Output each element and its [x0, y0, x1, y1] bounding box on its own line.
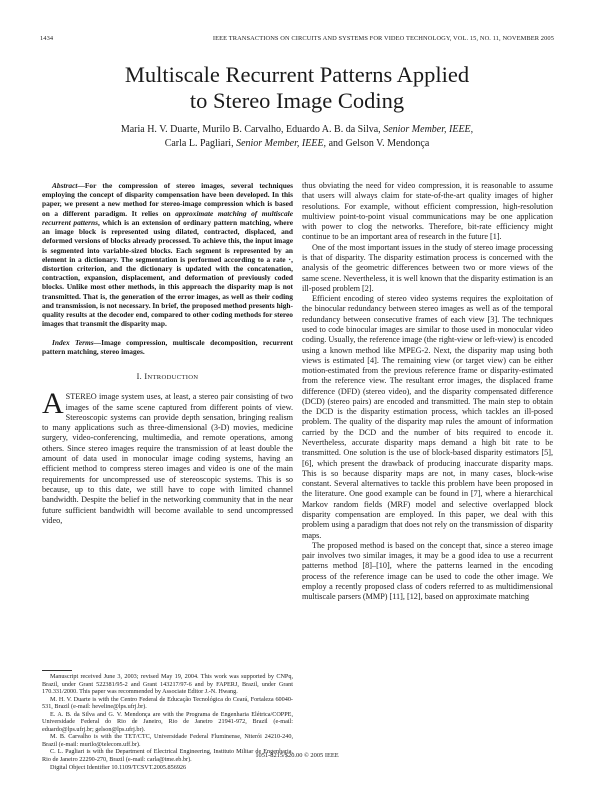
copyright-footer: 1051-8215/$20.00 © 2005 IEEE [255, 752, 339, 759]
author-line-2 [40, 137, 554, 151]
index-terms [42, 338, 293, 356]
paper-title [40, 62, 554, 114]
author-names-2a: Carla L. Pagliari, [164, 137, 234, 149]
footnote-rule [42, 670, 72, 671]
footnote-author-silva-mendonca: E. A. B. da Silva and G. V. Mendonça are with the Programa de Engenharia Elétrica/COPPE, Universidade Federal do Rio de Janeiro, Rio de Janeiro 21941-972, Brazil (e-mail: eduardo@lps.ufrj.br; gelson@lps.ufrj.br). [42, 710, 293, 733]
body-paragraph: One of the most important issues in the study of stereo image processing is that of disparity. The disparity estimation process is concerned with the analysis of the geometric differences between two or more views of the same scene. Nevertheless, it is well known that the disparity estimation is an ill-posed problem [2]. [302, 242, 553, 293]
footnote-doi: Digital Object Identifier 10.1109/TCSVT.2005.856926 [50, 763, 187, 771]
author-membership-1: Senior Member, IEEE, [383, 124, 474, 135]
journal-header: IEEE TRANSACTIONS ON CIRCUITS AND SYSTEMS FOR VIDEO TECHNOLOGY, VOL. 15, NO. 11, NOVEMBER 2005 [212, 35, 554, 42]
left-column [42, 181, 293, 526]
footnote-manuscript: Manuscript received June 3, 2003; revised May 19, 2004. This work was supported by CNPq, Brazil, under Grant 522381/95-2 and Grant 143217/97-6 and by FAPERJ, Brazil, under Grant 170.331/2000. This paper was recommended by Associate Editor J.-N. Hwang. [42, 673, 293, 696]
author-membership-2: Senior Member, IEEE, [236, 137, 327, 149]
running-header [40, 35, 554, 45]
body-paragraph: The proposed method is based on the concept that, since a stereo image pair involves two similar images, it may be a good idea to use a recurrent patterns method [8]–[10], where the patterns learned in the encoding process of the reference image can be used to code the other image. We employ a recently proposed class of coders referred to as multidimensional multiscale parsers (MMP) [11], [12], based on approximate matching [302, 540, 553, 602]
footnote-author-carvalho: M. B. Carvalho is with the TET/CTC, Universidade Federal Fluminense, Niterói 24210-240, Brazil (e-mail: murilo@telecom.uff.br). [42, 733, 293, 748]
index-terms-label: Index Terms— [52, 337, 102, 347]
paper-title-line-2: to Stereo Image Coding [189, 88, 405, 113]
author-names-2b: and Gelson V. Mendonça [328, 137, 430, 149]
body-paragraph: thus obviating the need for video compression, it is reasonable to assume that users will always claim for state-of-the-art quality images of higher resolutions. For example, without efficient compression, high-resolution multiview point-to-point visual communications may be one application with power to clog the networks. Therefore, bit-rate efficiency might continue to be an important area of research in the future [1]. [302, 181, 553, 242]
right-column [302, 181, 553, 603]
abstract [42, 181, 293, 329]
abstract-text-1: For the compression of stereo images, several techniques employing the concept of disparity compensation have been developed. In this paper, we present a new method for stereo-image compression which is based on a different paradigm. It relies on [42, 181, 293, 218]
paper-title-line-1: Multiscale Recurrent Patterns Applied [124, 62, 470, 87]
abstract-text-2: , which is an extension of ordinary pattern matching, where an image block is represented using dilated, contracted, displaced, and deformed versions of blocks already processed. To achieve this, the input image is segmented into variable-sized blocks. Each segment is represented by an element in a dictionary. The segmentation is performed according to a rate ⋅, distortion criterion, and the dictionary is updated with the concatenation, contraction, expansion, displacement, and deformation of previously coded blocks. Unlike most other methods, in this approach the disparity map is not transmitted. That is, the generation of the error images, as well as their coding and transmission, is not necessary. In brief, the proposed method presents high-quality results at the decoder end, compared to other coding methods for stereo images that transmit the disparity map. [42, 217, 293, 329]
footnote-author-duarte: M. H. V. Duarte is with the Centro Federal de Educação Tecnológica do Ceará, Fortaleza 60040-531, Brazil (e-mail: heveline@lps.ufrj.br). [42, 695, 293, 711]
introduction-text: STEREO image system uses, at least, a stereo pair consisting of two images of the same scene captured from different points of view. Stereoscopic systems can provide depth sensation, bringing realism to many applications such as three-dimensional (3-D) movies, medicine surgery, video-conferencing, multimedia, and remote operations, among others. Since stereo images require the transmission of at least double the amount of data used in monocular image coding systems, having an efficient method to compress stereo images and video is one of the main requirements for uncompressed use of stereoscopic systems. This is so because, up to this date, we still have to cope with limited channel bandwidth. Despite the belief in the networking community that in the near future sufficient bandwidth will become available to send uncompressed video, [42, 392, 293, 525]
footnote-author-pagliari: C. L. Pagliari is with the Department of Electrical Engineering, Instituto Militar de Engenharia, Rio de Janeiro 22290-270, Brazil (e-mail: carla@ime.eb.br). [42, 748, 293, 764]
author-list [40, 123, 554, 150]
body-paragraph: Efficient encoding of stereo video systems requires the exploitation of the binocular redundancy between stereo images as well as of the temporal redundancy between consecutive frames of each view [3]. The techniques used to code binocular images are similar to those used in monocular video coding. Usually, the reference image (the right-view or left-view) is encoded using a known method like MPEG-2. Next, the disparity map using both views is estimated [4]. The remaining view (or target view) can be either motion-estimated from the previous reference frame or disparity-estimated from the reference view. The resultant error images, the displaced frame difference (DFD) (stereo video), and the disparity compensated difference (DCD) (stereo pairs) are encoded and transmitted. The main step to obtain the DCD is the disparity estimation process, which tackles an ill-posed problem. The quality of the disparity map rules the amount of information carried by the DCD and the number of bits required to encode it. Nevertheless, accurate disparity maps demand a high bit rate to be transmitted. One solution is the use of block-based disparity estimators [5], [6], which present the drawback of producing inaccurate disparity maps. This is so because disparity maps are not, in many cases, block-wise constant. Several alternatives to tackle this problem have been proposed in the literature. One good example can be found in [7], where a hierarchical Markov random fields (MRF) model and selective overlapped block disparity compensation are employed. In this paper, we deal with this problem using a paradigm that does not rely on the transmission of disparity maps. [302, 294, 553, 540]
abstract-emphasis: approximate matching of multiscale recurrent patterns [42, 208, 293, 227]
index-terms-text: Image compression, multiscale decomposition, recurrent pattern matching, stereo images. [42, 337, 294, 356]
abstract-label: Abstract— [52, 181, 85, 190]
author-line-1 [40, 123, 554, 137]
introduction-paragraph [42, 387, 293, 526]
author-names-1: Maria H. V. Duarte, Murilo B. Carvalho, Eduardo A. B. da Silva, [120, 124, 381, 135]
page-number: 1434 [40, 35, 54, 42]
drop-cap: A [42, 387, 64, 421]
section-heading-introduction: I. INTRODUCTION [136, 371, 199, 381]
